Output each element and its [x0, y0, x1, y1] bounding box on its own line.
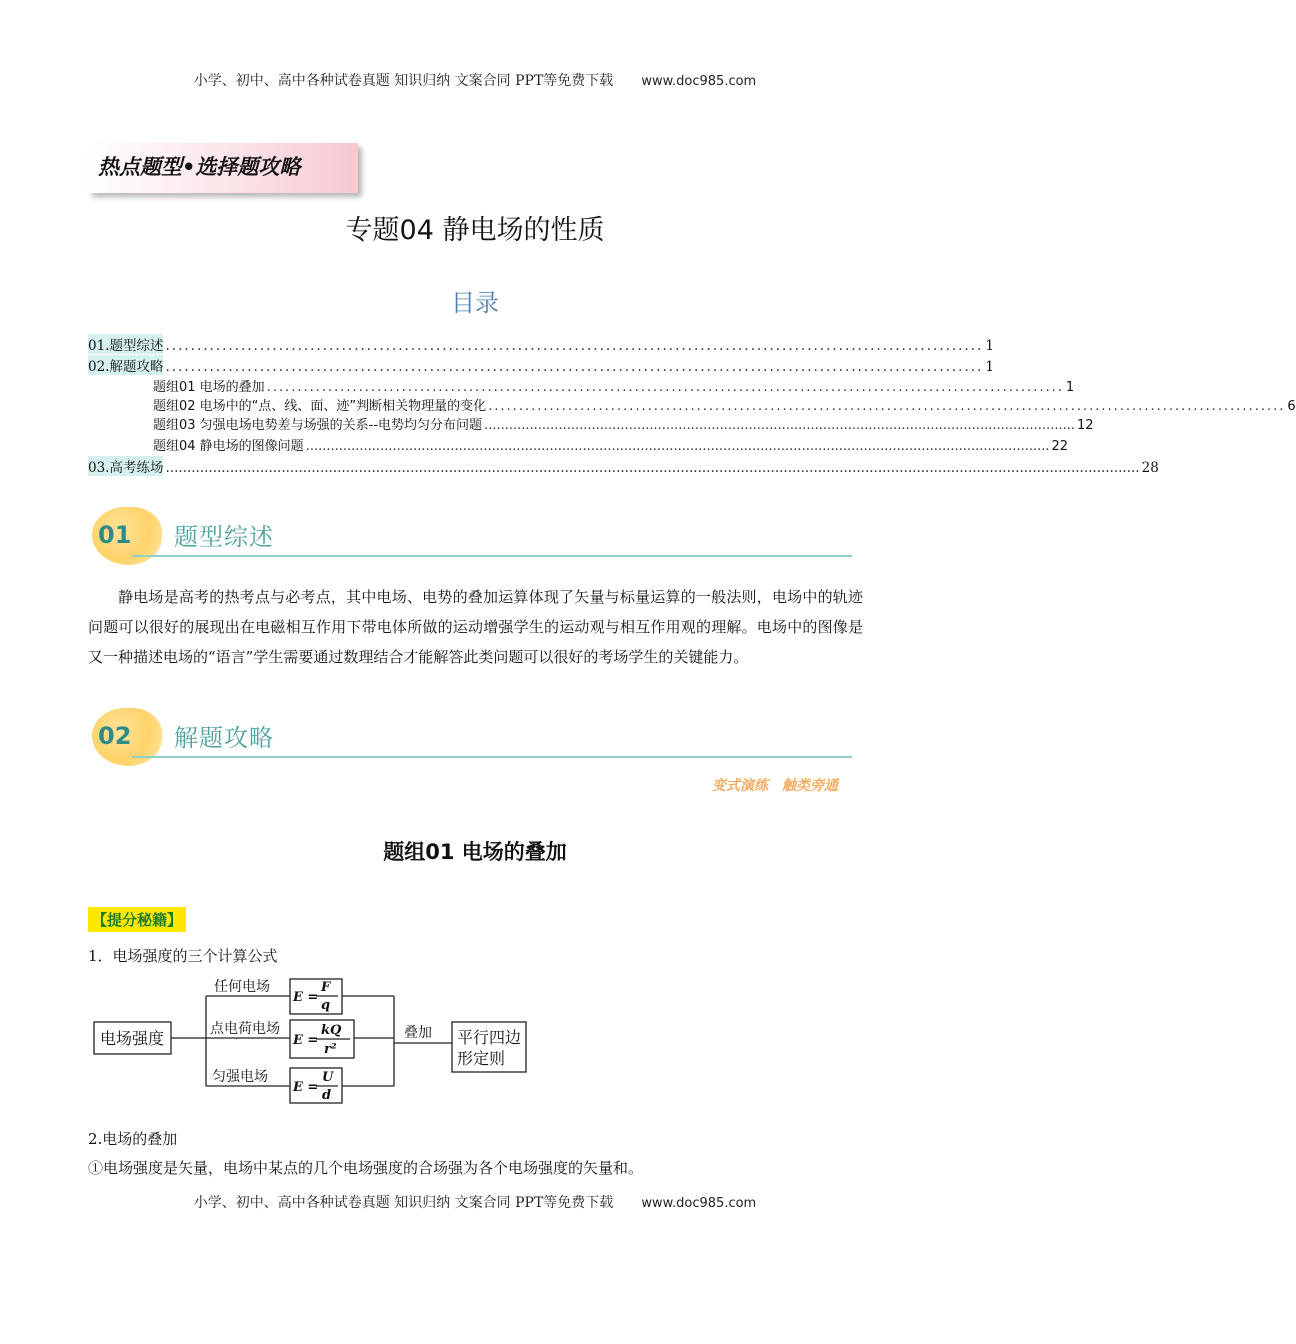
merge-label: 叠加: [404, 1025, 432, 1041]
formula-1-numerator: F: [321, 980, 331, 995]
topic-badge: [88, 143, 358, 193]
toc-page: 1: [1065, 380, 1075, 395]
section-label: 题型综述: [174, 523, 274, 551]
section-number: 01: [98, 521, 132, 549]
footer-text: 小学、初中、高中各种试卷真题 知识归纳 文案合同 PPT等免费下载: [193, 1195, 614, 1211]
toc-entry[interactable]: 03.高考练场 ................................................................................................................................................................................................................................... 28: [88, 456, 858, 476]
toc-page: 1: [985, 359, 994, 375]
section-heading-02: [92, 706, 852, 776]
branch-uniform-field: 匀强电场: [212, 1069, 268, 1085]
section-divider: [132, 555, 852, 557]
toc-label: 02.解题攻略: [88, 355, 163, 375]
branch-any-field: 任何电场: [214, 979, 270, 995]
toc-page: 22: [1051, 439, 1069, 454]
formula-1-denominator: q: [321, 998, 331, 1013]
tips-label: 【提分秘籍】: [88, 907, 186, 932]
toc-entry[interactable]: 02.解题攻略 .................................................................................................................................. 1: [88, 355, 863, 375]
toc-label: 题组02 电场中的“点、线、面、迹”判断相关物理量的变化: [153, 399, 487, 414]
toc-entry[interactable]: 题组03 匀强电场电势差与场强的关系--电势均匀分布问题 ............................................................................................................................................... 12: [153, 414, 863, 434]
section-label: 解题攻略: [174, 724, 274, 752]
header-site[interactable]: www.doc985.com: [641, 74, 757, 89]
toc-label: 03.高考练场: [88, 456, 163, 476]
toc-page: 1: [985, 338, 994, 354]
practice-tagline: 变式演练 触类旁通: [712, 778, 838, 794]
formula-3-denominator: d: [322, 1088, 332, 1103]
toc-page: 28: [1141, 460, 1159, 476]
formula-2-denominator: r²: [324, 1042, 337, 1057]
footer-site[interactable]: www.doc985.com: [641, 1196, 757, 1211]
toc-heading: 目录: [451, 289, 499, 317]
toc-label: 题组04 静电场的图像问题: [153, 439, 304, 454]
section-divider: [132, 756, 852, 758]
toc-entry[interactable]: 题组02 电场中的“点、线、面、迹”判断相关物理量的变化 .................................................................................................................................. 6: [153, 395, 863, 415]
svg-text:E =: E =: [293, 1033, 319, 1048]
summary-paragraph: 静电场是高考的热考点与必考点，其中电场、电势的叠加运算体现了矢量与标量运算的一般法则，电场中的轨迹问题可以很好的展现出在电磁相互作用下带电体所做的运动增强学生的运动观与相互作用观的理解。电场中的图像是又一种描述电场的“语言”学生需要通过数理结合才能解答此类问题可以很好的考场学生的关键能力。: [88, 588, 863, 666]
toc-label: 01.题型综述: [88, 334, 163, 354]
toc-page: 6: [1287, 399, 1296, 414]
toc-page: 12: [1077, 418, 1094, 433]
branch-point-charge: 点电荷电场: [210, 1021, 280, 1037]
svg-text:E =: E =: [293, 1080, 319, 1095]
page-title: 专题04 静电场的性质: [345, 215, 605, 246]
section-number: 02: [98, 722, 132, 750]
group-title: 题组01 电场的叠加: [383, 840, 567, 864]
section-heading-01: [92, 505, 852, 575]
formula-2-numerator: kQ: [321, 1023, 342, 1038]
toc-label: 题组03 匀强电场电势差与场强的关系--电势均匀分布问题: [153, 418, 483, 433]
point-2a: ①电场强度是矢量，电场中某点的几个电场强度的合场强为各个电场强度的矢量和。: [88, 1159, 644, 1177]
point-1: 1．电场强度的三个计算公式: [88, 947, 278, 965]
svg-text:E =: E =: [293, 990, 319, 1005]
page-footer: [0, 1192, 950, 1212]
page-header: [0, 70, 950, 90]
badge-text: 热点题型•选择题攻略: [98, 155, 301, 179]
field-strength-diagram: [88, 975, 538, 1120]
formula-3-numerator: U: [322, 1070, 334, 1085]
result-line-2: 形定则: [457, 1049, 506, 1068]
toc-label: 题组01 电场的叠加: [153, 380, 265, 395]
root-label: 电场强度: [100, 1029, 165, 1048]
toc-entry[interactable]: 题组04 静电场的图像问题 .................................................................................................................................................................................... 22: [153, 435, 863, 455]
point-2: 2.电场的叠加: [88, 1130, 178, 1148]
toc-entry[interactable]: 题组01 电场的叠加 .................................................................................................................................. 1: [153, 376, 863, 396]
header-text: 小学、初中、高中各种试卷真题 知识归纳 文案合同 PPT等免费下载: [193, 73, 614, 89]
toc-entry[interactable]: 01.题型综述 .................................................................................................................................. 1: [88, 334, 863, 354]
result-line-1: 平行四边: [457, 1028, 522, 1047]
